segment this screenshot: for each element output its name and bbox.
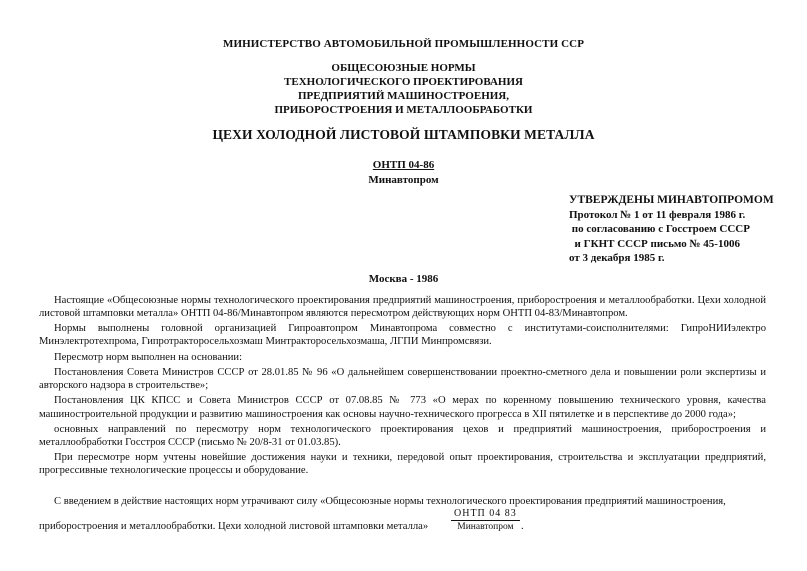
paragraph: Пересмотр норм выполнен на основании: <box>54 351 243 363</box>
document-body <box>39 294 766 480</box>
issuer: Минавтопром <box>368 174 439 186</box>
approval-line: Протокол № 1 от 11 февраля 1986 г. <box>569 208 746 221</box>
ministry-heading: МИНИСТЕРСТВО АВТОМОБИЛЬНОЙ ПРОМЫШЛЕННОСТИ ССР <box>222 38 585 50</box>
city-year: Москва - 1986 <box>368 273 439 285</box>
approval-block <box>569 193 774 266</box>
approval-line: и ГКНТ СССР письмо № 45-1006 <box>569 237 740 250</box>
norms-line: ПРЕДПРИЯТИЙ МАШИНОСТРОЕНИЯ, <box>298 90 509 102</box>
document-code <box>0 159 807 171</box>
norms-line: ПРИБОРОСТРОЕНИЯ И МЕТАЛЛООБРАБОТКИ <box>274 104 533 116</box>
norms-heading <box>0 61 807 117</box>
paragraph: При пересмотре норм учтены новейшие достижения науки и техники, передовой опыт проектирования, строительства и эксплуатации предприятий, прогрессивные технологические процессы и оборудование. <box>39 452 766 477</box>
paragraph: Постановления Совета Министров СССР от 28.01.85 № 96 «О дальнейшем совершенствовании проектно-сметного дела и повышении роли экспертизы и авторского надзора в строительстве»; <box>39 367 766 392</box>
approval-heading: УТВЕРЖДЕНЫ МИНАВТОПРОМОМ <box>569 194 774 206</box>
last-paragraph-intro: С введением в действие настоящих норм утрачивают силу «Общесоюзные нормы технологического проектирования предприятий машиностроения, <box>54 496 726 507</box>
approval-line: по согласованию с Госстроем СССР <box>569 223 750 236</box>
document-title: ЦЕХИ ХОЛОДНОЙ ЛИСТОВОЙ ШТАМПОВКИ МЕТАЛЛА <box>212 127 595 142</box>
fraction-numerator: ОНТП 04 83 <box>451 508 520 521</box>
paragraph: основных направлений по пересмотру норм технологического проектирования цехов и предприятий машиностроения, приборостроения и металлообработки Госстроя СССР (письмо № 20/8-31 от 01.03.85). <box>39 423 766 448</box>
paragraph: Постановления ЦК КПСС и Совета Министров СССР от 07.08.85 № 773 «О мерах по коренному повышению технического уровня, качества машиностроительной продукции и развитию машиностроения как основы научно-технического прогресса в XII пятилетке и в перспективе до 2000 года»; <box>39 395 766 420</box>
norms-line: ТЕХНОЛОГИЧЕСКОГО ПРОЕКТИРОВАНИЯ <box>284 76 523 88</box>
paragraph: Настоящие «Общесоюзные нормы технологического проектирования предприятий машиностроения, приборостроения и металлообработки. Цехи холодной листовой штамповки металла» ОНТП 04-86/Минавтопром являются пересмотром действующих норм ОНТП 04-83/Минавтопром. <box>39 295 766 320</box>
document-code-text: ОНТП 04-86 <box>372 159 435 171</box>
paragraph: Нормы выполнены головной организацией Гипроавтопром Минавтопрома совместно с институтами-соисполнителями: ГипроНИИэлектро Минэлектротехпрома, Гипротракторосельхозмаш Минтракторосельхозмаша, ЛГПИ Минпромсвязи. <box>39 323 766 348</box>
last-paragraph-end: . <box>521 521 524 532</box>
fraction-denominator: Минавтопром <box>457 522 514 532</box>
norms-line: ОБЩЕСОЮЗНЫЕ НОРМЫ <box>331 62 476 74</box>
last-paragraph-text: приборостроения и металлообработки. Цехи холодной листовой штамповки металла» <box>39 521 429 532</box>
approval-line: от 3 декабря 1985 г. <box>569 252 665 265</box>
norm-fraction <box>451 508 520 533</box>
